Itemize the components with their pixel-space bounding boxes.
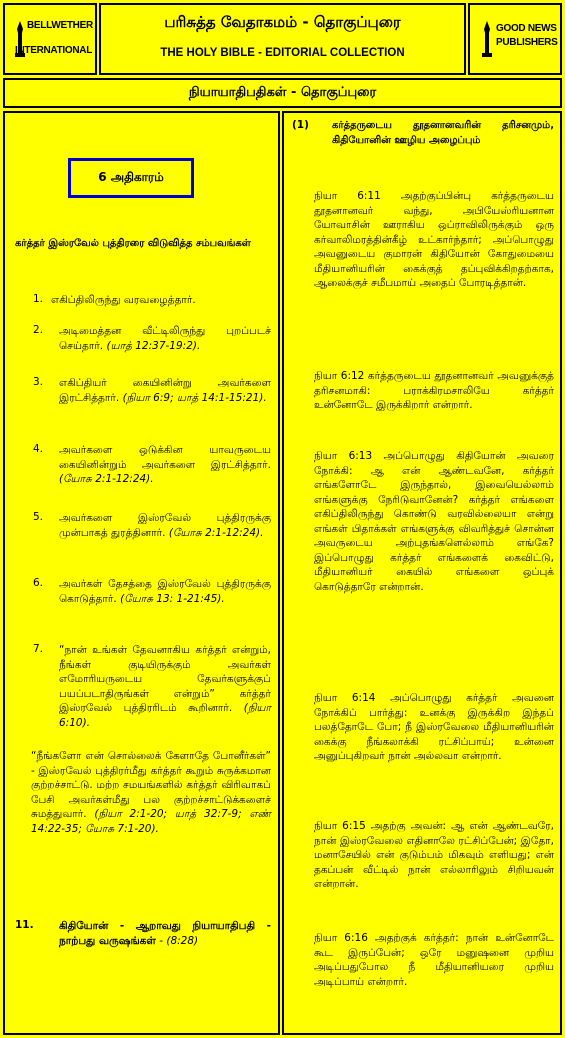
list-item-ref: (யோசு 13: 1-21:45).: [120, 592, 225, 605]
right-logo-line1: GOOD NEWS: [496, 23, 557, 34]
list-item: [59, 324, 271, 353]
list-item-text: “நான் உங்கள் தேவனாகிய கர்த்தர் என்றும், நீங்கள் குடியிருக்கும் அவர்கள் எமோரியருடைய தேவர்களுக்குப் பயப்படாதிருங்கள் என்றும்” கர்த்தர் இஸ்ரவேல் புத்திரரிடம் கூறினார்.: [59, 644, 271, 714]
left-logo-line2: INTERNATIONAL: [15, 45, 93, 56]
list-item-number: 2.: [33, 324, 44, 336]
bellwether-logo: [3, 3, 97, 75]
torch-icon: [480, 19, 494, 59]
good-news-logo: [468, 3, 562, 75]
left-heading: கர்த்தர் இஸ்ரவேல் புத்திரரை விடுவித்த சம்பவங்கள்: [15, 238, 251, 249]
verse-paragraph: நியா 6:16 அதற்குக் கர்த்தர்: நான் உன்னோடே கூட இருப்பேன்; ஒரே மனுஷனை முறிய அடிப்பதுபோல நீ மீதியானியரை முறிய அடிப்பாய் என்றார்.: [314, 932, 554, 988]
list-item-ref: (யோசு 2:1-12:24).: [168, 526, 264, 539]
verse-paragraph: நியா 6:11 அதற்குப்பின்பு கர்த்தருடைய தூதனானவர் வந்து, அபியேஸ்ரியனான யோவாசின் ஊராகிய ஒப்ராவிலிருக்கும் ஒரு கர்வாலிமரத்தின்கீழ் உட்கார்ந்தார்; அப்பொழுது அவனுடைய குமாரன் கிதியோன் கோதுமையை மீதியானியரின் கைக்குத் தப்புவிக்கிறதற்காக, ஆலைக்குச் சமீபமாய் அதைப் போரடித்தான்.: [314, 190, 554, 289]
list-item: [59, 577, 271, 606]
list-item-number: 4.: [33, 443, 44, 455]
closing-text: “நீங்களோ என் சொல்லைக் கேளாதே போனீர்கள்” - இஸ்ரவேல் புத்திரர்மீது கர்த்தர் கூறும் சுருக்கமான குற்றச்சாட்டு. மற்ற சமயங்களில் கர்த்தர் விரிவாகப் பேசி அவர்கள்மீது பல குற்றச்சாட்டுக்களைச் சுமத்துவார்.: [31, 750, 271, 820]
list-item-text: அடிமைத்தன வீட்டிலிருந்து புறப்படச் செய்தார்.: [59, 325, 271, 352]
closing-ref: (நியா 2:1-20; யாத் 32:7-9; எண் 14:22-35; யோசு 7:1-20).: [31, 808, 271, 835]
section-title-box: [3, 78, 562, 108]
list-item-ref: (யாத் 12:37-19:2).: [106, 339, 201, 352]
left-column: [3, 111, 280, 1035]
tamil-title: பரிசுத்த வேதாகமம் - தொகுப்புரை: [164, 13, 401, 31]
verse-paragraph: நியா 6:14 அப்பொழுது கர்த்தர் அவனை நோக்கிப் பார்த்து: உனக்கு இருக்கிற இந்தப் பலத்தோடே போ; நீ இஸ்ரவேலை மீதியானியரின் கைக்கு நீங்கலாக்கி ரட்சிப்பாய்; உன்னை அனுப்புகிறவர் நான் அல்லவா என்றார்.: [314, 692, 554, 762]
list-item: [59, 511, 271, 540]
list-item-ref: (நியா 6:9; யாத் 14:1-15:21).: [122, 391, 267, 404]
verse-paragraph: நியா 6:13 அப்பொழுது கிதியோன் அவரை நோக்கி: ஆ என் ஆண்டவனே, கர்த்தர் எங்களோடே இருந்தால், இவையெல்லாம் எங்களுக்கு நேரிடுவானேன்? கர்த்தர் எங்களை எகிப்திலிருந்து கொண்டு வரவில்லையா என்று எங்கள் பிதாக்கள் எங்களுக்கு விவரித்துச் சொன்ன அவருடைய அற்புதங்களெல்லாம் எங்கே? இப்பொழுது கர்த்தர் எங்களைக் கைவிட்டு, மீதியானியர் கையில் எங்களை ஒப்புக் கொடுத்தாரே என்றான்.: [314, 450, 554, 593]
list-item-ref: (யோசு 2:1-12:24).: [59, 473, 154, 485]
list-item-text: அவர்கள் தேசத்தை இஸ்ரவேல் புத்திரருக்கு கொடுத்தார்.: [59, 578, 271, 605]
list-item: [59, 643, 271, 730]
section-heading: கிதியோன் - ஆறாவது நியாயாதிபதி - நாற்பது வருஷங்கள்: [59, 920, 271, 947]
section-ref: - (8:28): [159, 934, 199, 947]
section-title: நியாயாதிபதிகள் - தொகுப்புரை: [188, 85, 377, 100]
list-item-text: எகிப்திலிருந்து வரவழைத்தார்.: [51, 294, 196, 306]
list-item-number: 6.: [33, 577, 44, 589]
list-item-number: 7.: [33, 643, 44, 655]
list-item: [51, 293, 271, 308]
list-item-number: 3.: [33, 376, 44, 388]
list-item-text: அவர்களை இஸ்ரவேல் புத்திரருக்கு முன்பாகத் துரத்தினார்.: [59, 512, 271, 539]
verse-paragraph: நியா 6:12 கர்த்தருடைய தூதனானவர் அவனுக்குத் தரிசனமாகி: பராக்கிரமசாலியே கர்த்தர் உன்னோடே இருக்கிறார் என்றார்.: [314, 370, 554, 411]
section-heading-block: [59, 919, 271, 948]
item-heading: கர்த்தருடைய தூதனானவரின் தரிசனமும், கிதியோனின் ஊழிய அழைப்பும்: [332, 120, 554, 146]
section-number: 11.: [15, 919, 34, 931]
english-title: THE HOLY BIBLE - EDITORIAL COLLECTION: [160, 47, 405, 59]
closing-paragraph: [31, 749, 271, 836]
list-item-number: 5.: [33, 511, 44, 523]
left-logo-line1: BELLWETHER: [27, 20, 93, 31]
title-box: [99, 3, 466, 75]
list-item: [59, 376, 271, 405]
verse-paragraph: நியா 6:15 அதற்கு அவன்: ஆ என் ஆண்டவரே, நான் இஸ்ரவேலை எதினாலே ரட்சிப்பேன்; இதோ, மனாசேயில் என் குடும்பம் மிகவும் எளியது; என் தகப்பன் வீட்டில் நான் எல்லாரிலும் சிறியவன் என்றான்.: [314, 820, 554, 890]
list-item-text: எகிப்தியர் கையினின்று அவர்களை இரட்சித்தார்.: [59, 377, 271, 404]
list-item-number: 1.: [33, 293, 44, 305]
right-logo-line2: PUBLISHERS: [496, 37, 558, 48]
right-column: [282, 111, 562, 1035]
item-number: (1): [292, 119, 309, 131]
chapter-label: 6 அதிகாரம்: [68, 158, 194, 198]
list-item: [59, 443, 271, 487]
list-item-ref: (நியா 6:10).: [59, 702, 271, 729]
list-item-text: அவர்களை ஒடுக்கின யாவருடைய கையினின்றும் அவர்களை இரட்சித்தார்.: [59, 444, 271, 471]
